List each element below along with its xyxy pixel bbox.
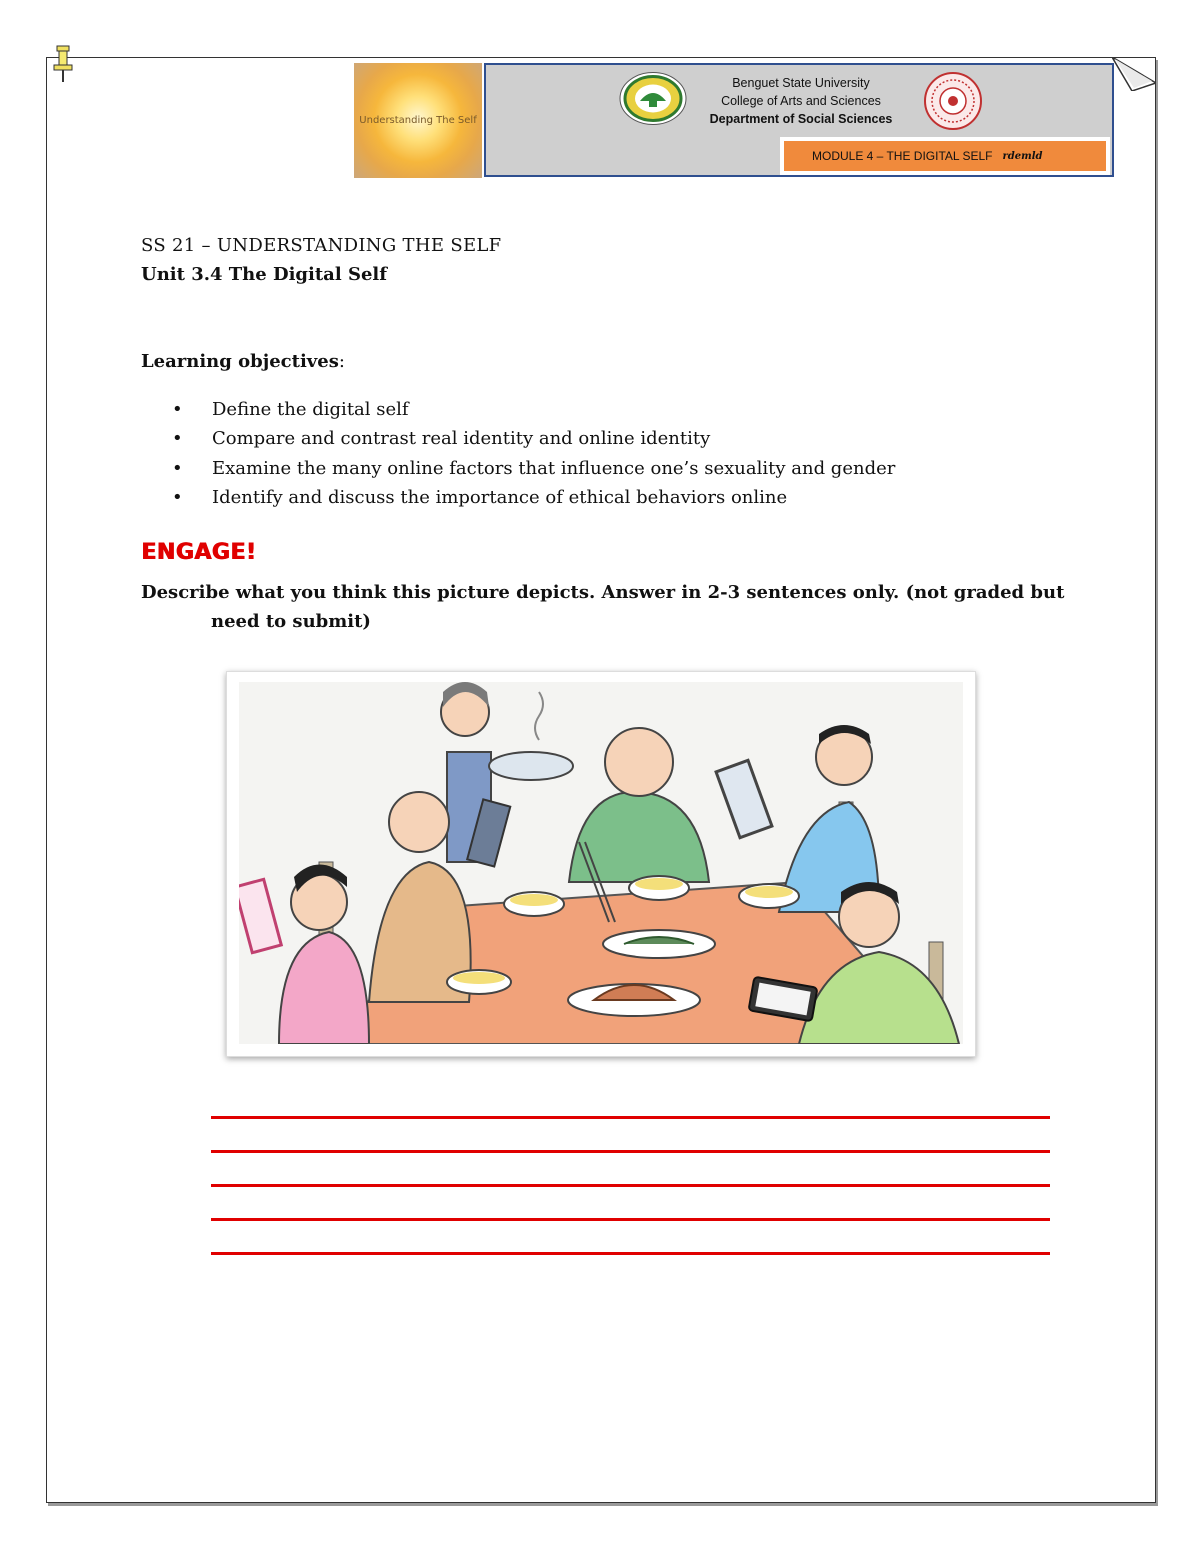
answer-line	[211, 1150, 1050, 1153]
answer-line	[211, 1116, 1050, 1119]
module-cover-image	[354, 63, 482, 178]
answer-line	[211, 1184, 1050, 1187]
answer-line	[211, 1218, 1050, 1221]
family-dinner-illustration	[226, 671, 976, 1057]
objective-item: • Identify and discuss the importance of ethical behaviors online	[172, 483, 895, 512]
cover-title: Understanding The Self	[359, 114, 477, 126]
department-name: Department of Social Sciences	[709, 112, 893, 126]
institution-text	[696, 74, 906, 128]
prompt-line-2: need to submit)	[211, 611, 371, 632]
university-name: Benguet State University	[732, 76, 870, 90]
objective-item: • Define the digital self	[172, 395, 895, 424]
objectives-list	[172, 395, 895, 512]
college-name: College of Arts and Sciences	[721, 94, 881, 108]
page-fold-corner-icon	[1112, 57, 1156, 91]
objectives-heading: Learning objectives:	[141, 351, 345, 372]
prompt-line-1: Describe what you think this picture depicts. Answer in 2-3 sentences only. (not graded but	[141, 582, 1065, 603]
author-signature: rdemld	[1002, 150, 1043, 162]
objective-item: • Examine the many online factors that influence one’s sexuality and gender	[172, 454, 895, 483]
module-label-box	[780, 137, 1110, 175]
institution-header	[484, 63, 1114, 177]
module-label: MODULE 4 – THE DIGITAL SELF	[812, 149, 993, 163]
unit-title: Unit 3.4 The Digital Self	[141, 264, 387, 285]
university-seal-icon	[618, 71, 688, 126]
college-seal-icon	[922, 71, 984, 131]
objective-item: • Compare and contrast real identity and online identity	[172, 424, 895, 453]
dinner-scene-drawing	[239, 682, 963, 1044]
engage-heading: ENGAGE!	[141, 540, 257, 565]
answer-line	[211, 1252, 1050, 1255]
pushpin-icon	[50, 44, 76, 84]
engage-prompt	[141, 578, 1071, 636]
course-title: SS 21 – UNDERSTANDING THE SELF	[141, 235, 502, 256]
